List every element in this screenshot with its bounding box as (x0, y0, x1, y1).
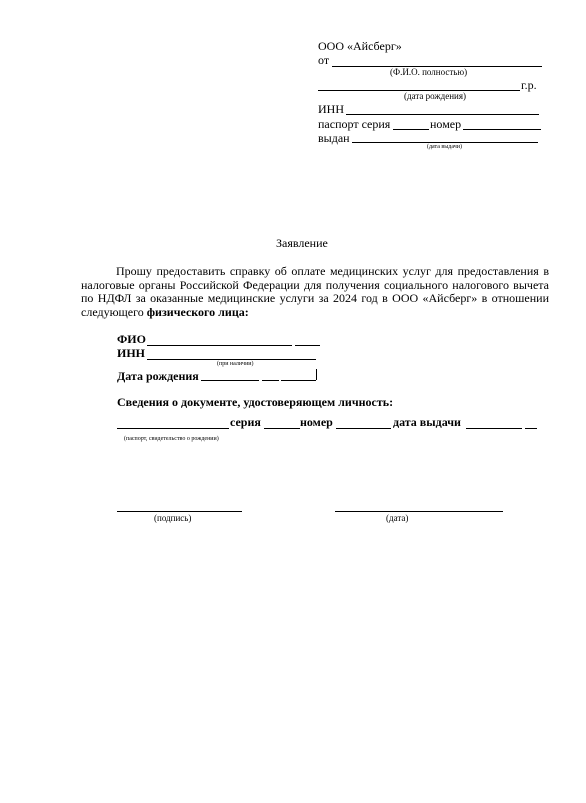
fio-hint: (Ф.И.О. полностью) (390, 67, 468, 77)
birth-hint: (дата рождения) (404, 91, 466, 101)
person-fio-line[interactable] (147, 345, 292, 346)
inn-line[interactable] (346, 114, 539, 115)
signature-line[interactable] (117, 511, 242, 512)
request-text-bold: физического лица: (146, 304, 249, 319)
person-birth-label: Дата рождения (117, 369, 199, 383)
passport-series-label: паспорт серия (318, 117, 391, 131)
id-doc-series-line[interactable] (264, 428, 300, 429)
id-doc-series-label: серия (230, 415, 261, 429)
person-birth-end-mark (316, 369, 317, 380)
id-doc-issue-date-line[interactable] (466, 428, 522, 429)
person-inn-label: ИНН (117, 346, 146, 360)
passport-number-label: номер (430, 117, 462, 131)
person-fio-line-extra[interactable] (295, 345, 320, 346)
date-line[interactable] (335, 511, 503, 512)
issued-line[interactable] (352, 142, 538, 143)
passport-number-line[interactable] (463, 129, 541, 130)
person-fio-label: ФИО (117, 332, 146, 346)
inn-label: ИНН (318, 102, 344, 116)
id-doc-issue-date-label: дата выдачи (393, 415, 461, 429)
org-name: ООО «Айсберг» (318, 39, 402, 53)
id-doc-type-line[interactable] (117, 428, 229, 429)
date-label: (дата) (386, 513, 409, 523)
issued-label: выдан (318, 131, 350, 145)
request-text: Прошу предоставить справку об оплате медицинских услуг для предоставления в налоговые органы Российской Федерации для получения социального налогового вычета по НДФЛ за оказанные медицинские услуги за 2024 год в ООО «Айсберг» в отношении следующего (81, 264, 549, 319)
issue-date-hint: (дата выдачи) (427, 144, 462, 150)
id-doc-number-label: номер (300, 415, 333, 429)
person-birth-line-3[interactable] (281, 380, 316, 381)
person-inn-hint: (при наличии) (217, 361, 254, 367)
person-inn-line[interactable] (147, 359, 316, 360)
id-doc-number-line[interactable] (336, 428, 391, 429)
from-label: от (318, 53, 330, 67)
id-doc-heading: Сведения о документе, удостоверяющем личность: (117, 395, 394, 409)
document-title: Заявление (276, 236, 328, 250)
id-doc-issue-date-line-extra[interactable] (525, 428, 537, 429)
person-birth-line-1[interactable] (201, 380, 259, 381)
signature-label: (подпись) (154, 513, 192, 523)
passport-series-line[interactable] (393, 129, 429, 130)
request-paragraph (81, 265, 549, 319)
id-doc-hint: (паспорт, свидетельство о рождении) (124, 436, 219, 442)
year-suffix: г.р. (521, 78, 537, 92)
person-birth-line-2[interactable] (262, 380, 279, 381)
